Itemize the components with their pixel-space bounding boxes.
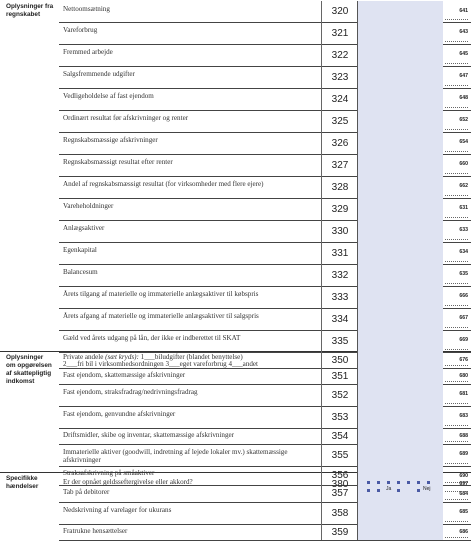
checkbox-dot[interactable] <box>397 481 400 484</box>
row-label: Fremmed arbejde <box>63 48 113 56</box>
amount-input[interactable] <box>357 330 443 352</box>
field-code <box>442 110 471 132</box>
field-code-text: 645 <box>459 51 468 57</box>
amount-input[interactable] <box>357 368 443 384</box>
row-358 <box>59 502 471 525</box>
row-label: Immaterielle aktiver (goodwill, indretning af lejede lokaler mv.) skattemæssige afskrivninger <box>63 448 288 464</box>
row-380 <box>59 474 471 494</box>
field-code <box>442 474 471 494</box>
field-code <box>442 22 471 44</box>
checkbox-dot[interactable] <box>367 481 370 484</box>
field-code-text: 647 <box>459 73 468 79</box>
field-code <box>442 384 471 406</box>
private-andele-option-1[interactable]: 1___biludgifter (blandet benyttelse) <box>140 353 243 361</box>
row-number: 330 <box>321 220 358 242</box>
row-331 <box>59 242 471 265</box>
row-label: Andel af regnskabsmæssigt resultat (for virksomheder med flere ejere) <box>63 180 264 188</box>
amount-input[interactable] <box>357 22 443 44</box>
field-code <box>442 154 471 176</box>
field-code <box>442 264 471 286</box>
field-code-text: 684 <box>459 490 468 497</box>
row-number: 322 <box>321 44 358 66</box>
field-code-text: 689 <box>459 451 468 457</box>
row-number: 332 <box>321 264 358 286</box>
section-label-specifikke: Specifikke hændelser <box>6 475 39 490</box>
amount-input[interactable] <box>357 308 443 330</box>
row-330 <box>59 220 471 243</box>
amount-input[interactable] <box>357 524 443 540</box>
row-352 <box>59 384 471 407</box>
row-number: 354 <box>321 428 358 444</box>
row-number: 326 <box>321 132 358 154</box>
row-326 <box>59 132 471 155</box>
row-number: 358 <box>321 502 358 524</box>
row-label: Regnskabsmæssigt resultat efter renter <box>63 158 173 166</box>
row-label: Gæld ved årets udgang på lån, der ikke er indberettet til SKAT <box>63 334 241 342</box>
field-code <box>442 1 471 22</box>
checkbox-dot[interactable] <box>407 481 410 484</box>
field-code-text: 631 <box>459 205 468 211</box>
checkbox-dot[interactable] <box>417 481 420 484</box>
yes-label: Ja <box>386 486 392 492</box>
field-code <box>442 444 471 466</box>
row-number: 324 <box>321 88 358 110</box>
amount-input[interactable] <box>357 220 443 242</box>
field-code-text: 652 <box>459 117 468 123</box>
row-label: Tab på debitorer <box>63 488 110 496</box>
field-code <box>442 352 471 368</box>
checkbox-dot[interactable] <box>367 489 370 492</box>
row-label: Ordinært resultat før afskrivninger og renter <box>63 114 189 122</box>
field-code-text: 688 <box>459 433 468 439</box>
amount-input[interactable] <box>357 264 443 286</box>
row-label: Fast ejendom, skattemæssige afskrivninger <box>63 371 186 379</box>
section-label-regnskab: Oplysninger fra regnskabet <box>6 3 54 18</box>
amount-input[interactable] <box>357 286 443 308</box>
row-label: Fratrukne hensættelser <box>63 527 128 535</box>
field-code-text: 634 <box>459 249 468 255</box>
row-350 <box>59 352 471 369</box>
row-label: Vedligeholdelse af fast ejendom <box>63 92 154 100</box>
field-code <box>442 502 471 524</box>
field-code-text: 697 <box>459 481 468 487</box>
row-number: 331 <box>321 242 358 264</box>
field-code-text: 686 <box>459 529 468 535</box>
row-334 <box>59 308 471 331</box>
yes-no-checkbox-group[interactable] <box>359 478 439 492</box>
field-code-text: 641 <box>459 8 468 14</box>
row-label: Salgsfremmende udgifter <box>63 70 135 78</box>
row-label: Fast ejendom, straksfradrag/nedrivningsfradrag <box>63 388 198 396</box>
row-number: 351 <box>321 368 358 384</box>
field-code-text: 648 <box>459 95 468 101</box>
no-label: Nej <box>423 486 431 492</box>
checkbox-dot[interactable] <box>377 481 380 484</box>
row-number: 335 <box>321 330 358 352</box>
field-code-text: 666 <box>459 293 468 299</box>
field-code <box>442 220 471 242</box>
field-code-text: 683 <box>459 413 468 419</box>
amount-input[interactable] <box>357 154 443 176</box>
row-321 <box>59 22 471 45</box>
row-label: Driftsmidler, skibe og inventar, skattemæssige afskrivninger <box>63 431 235 439</box>
amount-input[interactable] <box>357 110 443 132</box>
row-359 <box>59 524 471 541</box>
row-number: 329 <box>321 198 358 220</box>
amount-input[interactable] <box>357 1 443 22</box>
checkbox-dot[interactable] <box>427 481 430 484</box>
row-333 <box>59 286 471 309</box>
row-number: 323 <box>321 66 358 88</box>
amount-input[interactable] <box>357 406 443 428</box>
row-number: 357 <box>321 485 358 502</box>
row-label: Årets afgang af materielle og immaterielle anlægsaktiver til salgspris <box>63 312 259 320</box>
checkbox-dot[interactable] <box>417 489 420 492</box>
row-320 <box>59 1 471 23</box>
amount-input[interactable] <box>357 502 443 524</box>
row-335 <box>59 330 471 353</box>
row-number: 350 <box>321 352 358 368</box>
row-353 <box>59 406 471 429</box>
field-code-text: 680 <box>459 373 468 379</box>
row-label: Årets tilgang af materielle og immaterielle anlægsaktiver til købspris <box>63 290 259 298</box>
row-label: Nedskrivning af varelager for ukurans <box>63 506 172 514</box>
field-code-text: 633 <box>459 227 468 233</box>
field-code <box>442 66 471 88</box>
field-code-text: 669 <box>459 337 468 343</box>
checkbox-dot[interactable] <box>397 489 400 492</box>
row-label: Er der opnået geldsseftergivelse eller akkord? <box>63 478 193 486</box>
amount-input[interactable] <box>357 428 443 444</box>
amount-input[interactable] <box>357 88 443 110</box>
row-label: Balancesum <box>63 268 98 276</box>
row-number: 325 <box>321 110 358 132</box>
field-code-text: 667 <box>459 315 468 321</box>
field-code-text: 660 <box>459 161 468 167</box>
amount-input[interactable] <box>357 132 443 154</box>
row-number: 380 <box>321 474 358 494</box>
field-code <box>442 242 471 264</box>
row-328 <box>59 176 471 199</box>
checkbox-dot[interactable] <box>377 489 380 492</box>
row-label: Regnskabsmæssige afskrivninger <box>63 136 158 144</box>
row-number: 328 <box>321 176 358 198</box>
field-code <box>442 524 471 540</box>
amount-input[interactable] <box>357 242 443 264</box>
row-label: Nettoomsætning <box>63 5 110 13</box>
row-322 <box>59 44 471 67</box>
row-351 <box>59 368 471 385</box>
field-code <box>442 176 471 198</box>
field-code <box>442 132 471 154</box>
row-323 <box>59 66 471 89</box>
amount-input[interactable] <box>357 176 443 198</box>
row-327 <box>59 154 471 177</box>
field-code-text: 685 <box>459 509 468 515</box>
field-code-text: 643 <box>459 29 468 35</box>
row-label: Straksafskrivning på småaktiver <box>63 469 155 477</box>
field-code-text: 662 <box>459 183 468 189</box>
field-code <box>442 406 471 428</box>
amount-input[interactable] <box>357 198 443 220</box>
row-325 <box>59 110 471 133</box>
row-number: 321 <box>321 22 358 44</box>
row-number: 352 <box>321 384 358 406</box>
field-code <box>442 198 471 220</box>
row-332 <box>59 264 471 287</box>
field-code-text: 676 <box>459 357 468 363</box>
row-label: Fast ejendom, genvundne afskrivninger <box>63 410 176 418</box>
row-324 <box>59 88 471 111</box>
field-code-text: 681 <box>459 391 468 397</box>
row-label: Vareheholdninger <box>63 202 114 210</box>
row-329 <box>59 198 471 221</box>
section-label-opgorelse: Oplysninger om opgørelsen af skattepligtig indkomst <box>6 354 52 385</box>
amount-input[interactable] <box>357 352 443 368</box>
row-354 <box>59 428 471 445</box>
row-number: 334 <box>321 308 358 330</box>
row-number: 353 <box>321 406 358 428</box>
field-code <box>442 286 471 308</box>
checkbox-dot[interactable] <box>387 481 390 484</box>
private-andele-label: Private andele <box>63 353 104 361</box>
field-code <box>442 368 471 384</box>
field-code <box>442 88 471 110</box>
field-code <box>442 308 471 330</box>
field-code <box>442 330 471 352</box>
row-355 <box>59 444 471 467</box>
amount-input[interactable] <box>357 66 443 88</box>
field-code <box>442 428 471 444</box>
amount-input[interactable] <box>357 384 443 406</box>
row-number: 355 <box>321 444 358 466</box>
field-code-text: 654 <box>459 139 468 145</box>
field-code-text: 690 <box>459 472 468 479</box>
row-number: 333 <box>321 286 358 308</box>
row-label: Egenkapital <box>63 246 97 254</box>
row-label: Vareforbrug <box>63 26 98 34</box>
amount-input[interactable] <box>357 44 443 66</box>
row-number: 359 <box>321 524 358 540</box>
row-label: Anlægsaktiver <box>63 224 105 232</box>
row-number: 356 <box>321 466 358 485</box>
private-andele-line2[interactable]: 2___fri bil i virksomhedsordningen 3___eget vareforbrug 4___andet <box>63 360 259 368</box>
private-andele-hint: (sæt kryds): <box>105 353 139 361</box>
row-number: 327 <box>321 154 358 176</box>
field-code <box>442 44 471 66</box>
row-number: 320 <box>321 1 358 22</box>
amount-input[interactable] <box>357 444 443 466</box>
field-code-text: 635 <box>459 271 468 277</box>
